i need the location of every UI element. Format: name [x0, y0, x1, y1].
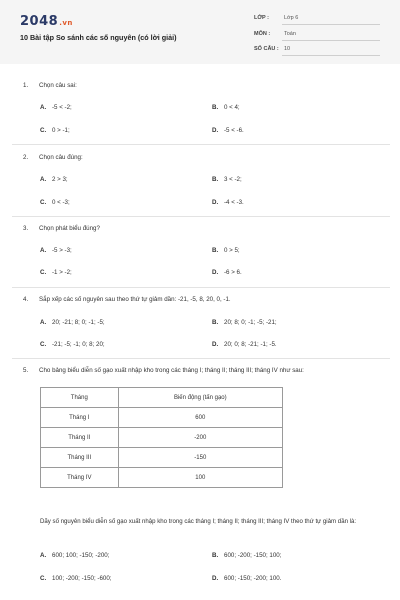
option-letter: B.: [212, 176, 219, 183]
q5-option-a[interactable]: [40, 552, 109, 559]
question-text: Sắp xếp các số nguyên sau theo thứ tự giảm dần: -21, -5, 8, 20, 0, -1.: [39, 296, 231, 303]
q5-option-c[interactable]: [40, 575, 112, 582]
question-number: 4.: [23, 296, 29, 303]
q5-option-d[interactable]: [212, 575, 281, 582]
q3-option-a[interactable]: [40, 247, 72, 254]
option-text: 0 < -3;: [52, 199, 70, 206]
page-header: [0, 0, 400, 64]
option-letter: D.: [212, 269, 219, 276]
table-cell: 100: [118, 468, 282, 488]
option-text: -5 > -3;: [52, 247, 72, 254]
logo-text: 2048: [20, 14, 59, 29]
option-text: 20; -21; 8; 0; -1; -5;: [52, 319, 105, 326]
option-letter: D.: [212, 575, 219, 582]
table-cell: 600: [118, 408, 282, 428]
q4-option-d[interactable]: [212, 341, 277, 348]
meta-count-value: 10: [284, 46, 291, 52]
question-text: Chọn câu đúng:: [39, 154, 83, 161]
question-3: [23, 225, 100, 232]
table-cell: -150: [118, 448, 282, 468]
option-text: 0 > 5;: [224, 247, 240, 254]
meta-class-value: Lớp 6: [284, 15, 299, 21]
option-text: 600; -150; -200; 100.: [224, 575, 282, 582]
table-row: [41, 408, 283, 428]
stock-table: [40, 387, 283, 488]
table-cell: Tháng IV: [41, 468, 119, 488]
option-text: 0 > -1;: [52, 127, 70, 134]
option-text: 100; -200; -150; -600;: [52, 575, 112, 582]
meta-subject: [252, 29, 380, 41]
question-number: 1.: [23, 82, 29, 89]
option-letter: B.: [212, 552, 219, 559]
table-cell: Tháng I: [41, 408, 119, 428]
option-text: -1 > -2;: [52, 269, 72, 276]
option-letter: C.: [40, 341, 47, 348]
question-followup: Dãy số nguyên biểu diễn số gạo xuất nhập kho trong các tháng I; tháng II; tháng III; tháng IV theo thứ tự giảm dần là:: [40, 518, 357, 525]
question-text: Cho bảng biểu diễn số gạo xuất nhập kho trong các tháng I; tháng II; tháng III; tháng IV như sau:: [39, 367, 304, 374]
q3-option-c[interactable]: [40, 269, 72, 276]
meta-subject-label: MÔN :: [254, 31, 271, 37]
option-letter: B.: [212, 319, 219, 326]
option-letter: B.: [212, 104, 219, 111]
option-text: -5 < -6.: [224, 127, 244, 134]
q1-option-a[interactable]: [40, 104, 72, 111]
option-text: -6 > 6.: [224, 269, 242, 276]
q4-option-a[interactable]: [40, 319, 105, 326]
option-text: -5 < -2;: [52, 104, 72, 111]
option-text: 20; 0; 8; -21; -1; -5.: [224, 341, 277, 348]
question-number: 2.: [23, 154, 29, 161]
meta-underline: [282, 24, 380, 25]
table-header-row: [41, 388, 283, 408]
q5-option-b[interactable]: [212, 552, 281, 559]
table-cell: -200: [118, 428, 282, 448]
q3-option-d[interactable]: [212, 269, 242, 276]
q2-option-d[interactable]: [212, 199, 244, 206]
divider: [12, 358, 390, 359]
site-logo[interactable]: [20, 14, 73, 29]
q4-option-c[interactable]: [40, 341, 105, 348]
q1-option-b[interactable]: [212, 104, 240, 111]
option-letter: C.: [40, 575, 47, 582]
q3-option-b[interactable]: [212, 247, 240, 254]
option-letter: C.: [40, 269, 47, 276]
option-letter: D.: [212, 127, 219, 134]
meta-count-label: SỐ CÂU :: [254, 46, 279, 52]
option-letter: B.: [212, 247, 219, 254]
option-letter: A.: [40, 247, 47, 254]
q2-option-b[interactable]: [212, 176, 242, 183]
question-number: 5.: [23, 367, 29, 374]
table-row: [41, 448, 283, 468]
question-text: Chọn câu sai:: [39, 82, 77, 89]
table-header-cell: Biến động (tấn gạo): [118, 388, 282, 408]
q1-option-d[interactable]: [212, 127, 244, 134]
option-text: 600; 100; -150; -200;: [52, 552, 110, 559]
meta-underline: [282, 55, 380, 56]
table-cell: Tháng III: [41, 448, 119, 468]
question-2: [23, 154, 83, 161]
meta-class-label: LỚP :: [254, 15, 269, 21]
question-4: [23, 296, 231, 303]
option-letter: A.: [40, 176, 47, 183]
option-letter: D.: [212, 341, 219, 348]
option-letter: A.: [40, 319, 47, 326]
option-letter: A.: [40, 552, 47, 559]
option-letter: A.: [40, 104, 47, 111]
table-cell: Tháng II: [41, 428, 119, 448]
meta-count: [252, 44, 380, 56]
q2-option-c[interactable]: [40, 199, 70, 206]
question-1: [23, 82, 77, 89]
option-text: -21; -5; -1; 0; 8; 20;: [52, 341, 105, 348]
question-5: [23, 367, 304, 374]
meta-class: [252, 13, 380, 25]
q4-option-b[interactable]: [212, 319, 277, 326]
option-text: -4 < -3.: [224, 199, 244, 206]
question-number: 3.: [23, 225, 29, 232]
q2-option-a[interactable]: [40, 176, 68, 183]
table-header-cell: Tháng: [41, 388, 119, 408]
option-text: 2 > 3;: [52, 176, 68, 183]
logo-tld: .vn: [59, 19, 73, 27]
table-row: [41, 428, 283, 448]
meta-subject-value: Toán: [284, 31, 296, 37]
divider: [12, 287, 390, 288]
question-text: Chọn phát biểu đúng?: [39, 225, 100, 232]
table-row: [41, 468, 283, 488]
option-text: 3 < -2;: [224, 176, 242, 183]
document-title: 10 Bài tập So sánh các số nguyên (có lời giải): [20, 33, 177, 42]
option-letter: C.: [40, 127, 47, 134]
option-letter: D.: [212, 199, 219, 206]
option-text: 20; 8; 0; -1; -5; -21;: [224, 319, 277, 326]
option-text: 0 < 4;: [224, 104, 240, 111]
option-text: 600; -200; -150; 100;: [224, 552, 282, 559]
option-letter: C.: [40, 199, 47, 206]
meta-underline: [282, 40, 380, 41]
q1-option-c[interactable]: [40, 127, 70, 134]
divider: [12, 144, 390, 145]
divider: [12, 216, 390, 217]
